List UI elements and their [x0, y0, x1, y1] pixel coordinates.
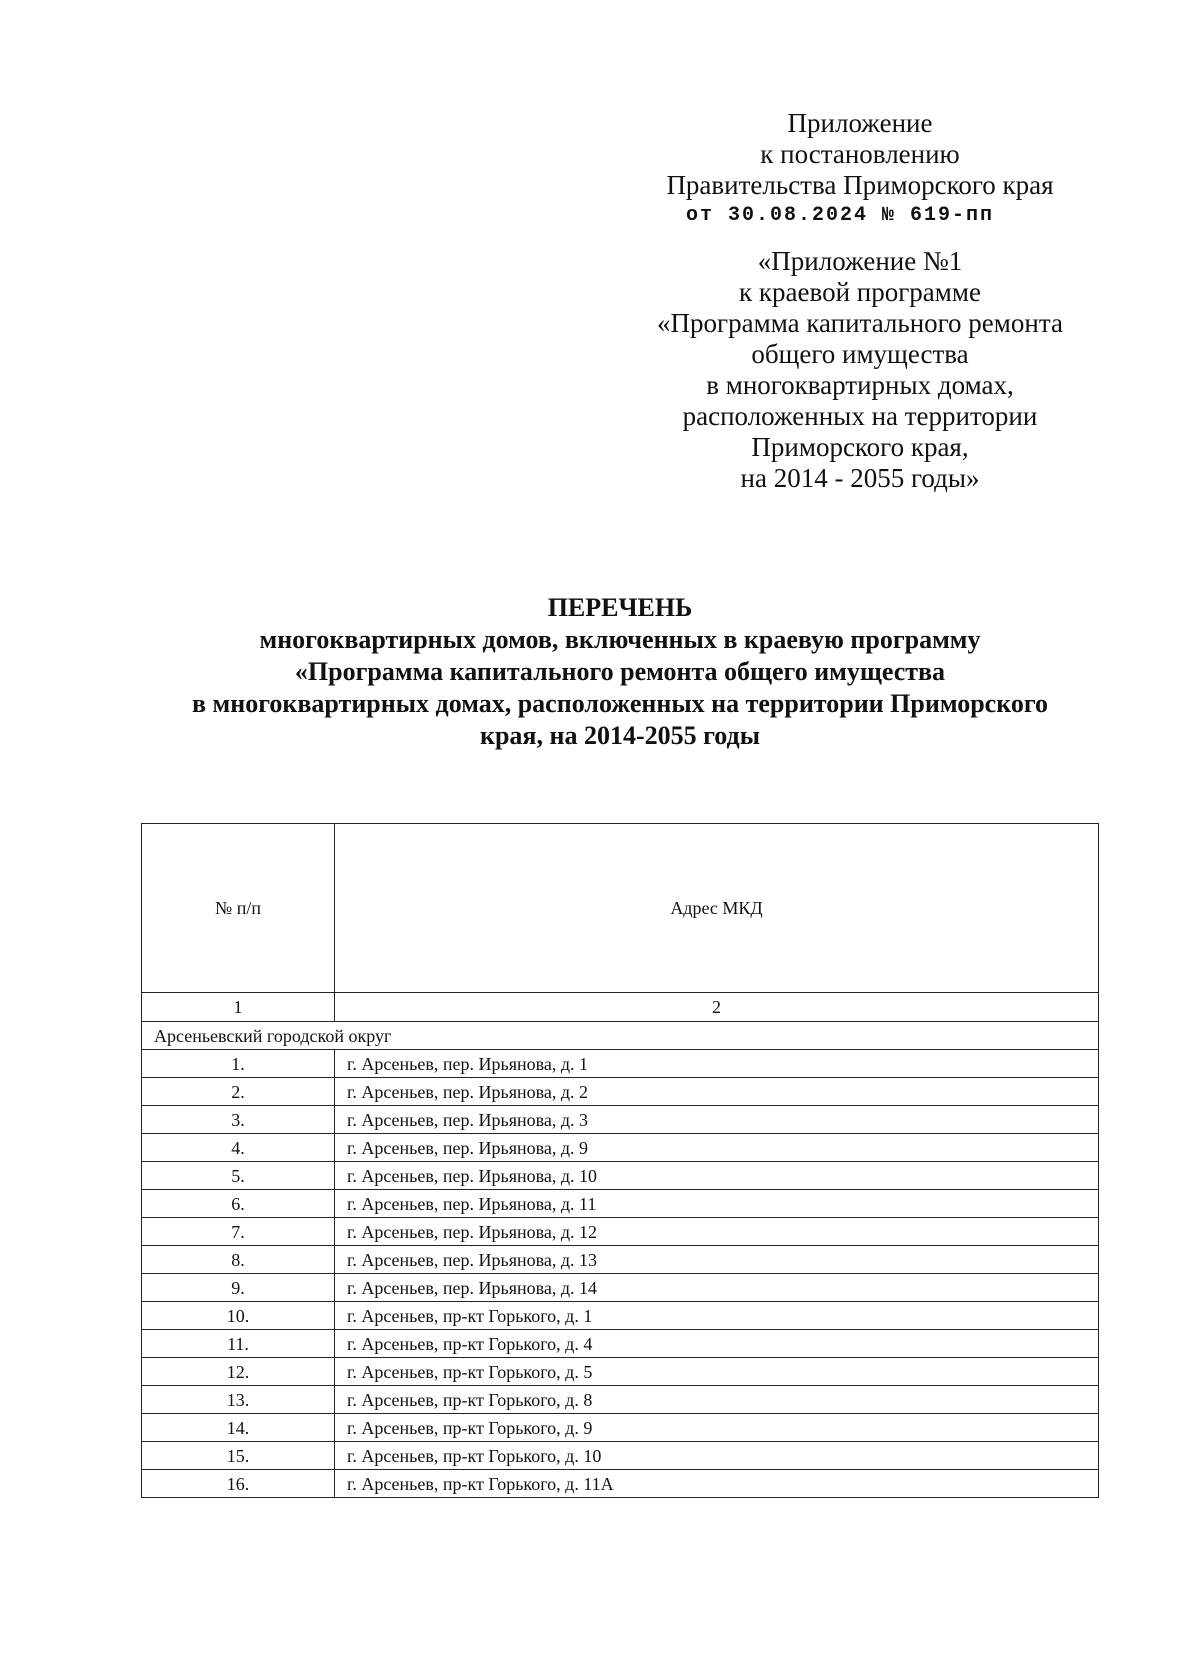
table-row — [142, 1358, 1099, 1386]
row-address: г. Арсеньев, пер. Ирьянова, д. 14 — [335, 1274, 1099, 1302]
program-line: в многоквартирных домах, — [706, 370, 1014, 400]
row-address: г. Арсеньев, пер. Ирьянова, д. 9 — [335, 1134, 1099, 1162]
table-row — [142, 1470, 1099, 1498]
houses-table — [141, 823, 1099, 1498]
row-number: 7. — [142, 1218, 335, 1246]
row-number: 12. — [142, 1358, 335, 1386]
table-row — [142, 1274, 1099, 1302]
column-number: 2 — [335, 993, 1099, 1022]
row-number: 3. — [142, 1106, 335, 1134]
table-row — [142, 1190, 1099, 1218]
program-line: общего имущества — [751, 339, 969, 369]
table-row — [142, 1106, 1099, 1134]
row-number: 10. — [142, 1302, 335, 1330]
row-number: 8. — [142, 1246, 335, 1274]
row-number: 9. — [142, 1274, 335, 1302]
row-address: г. Арсеньев, пер. Ирьянова, д. 3 — [335, 1106, 1099, 1134]
program-line: расположенных на территории — [682, 401, 1038, 431]
column-number: 1 — [142, 993, 335, 1022]
title-line: ПЕРЕЧЕНЬ — [547, 593, 693, 622]
appendix-resolution: к постановлению — [760, 139, 960, 169]
appendix-government: Правительства Приморского края — [666, 170, 1054, 200]
program-line: «Приложение №1 — [757, 246, 963, 276]
row-address: г. Арсеньев, пер. Ирьянова, д. 13 — [335, 1246, 1099, 1274]
program-line: к краевой программе — [739, 277, 981, 307]
row-address: г. Арсеньев, пр-кт Горького, д. 5 — [335, 1358, 1099, 1386]
program-reference — [560, 246, 1160, 494]
table-row — [142, 1162, 1099, 1190]
row-address: г. Арсеньев, пр-кт Горького, д. 9 — [335, 1414, 1099, 1442]
row-address: г. Арсеньев, пер. Ирьянова, д. 12 — [335, 1218, 1099, 1246]
row-address: г. Арсеньев, пер. Ирьянова, д. 2 — [335, 1078, 1099, 1106]
row-address: г. Арсеньев, пер. Ирьянова, д. 1 — [335, 1050, 1099, 1078]
row-address: г. Арсеньев, пр-кт Горького, д. 1 — [335, 1302, 1099, 1330]
table-row — [142, 1078, 1099, 1106]
table-row — [142, 1330, 1099, 1358]
group-label: Арсеньевский городской округ — [142, 1022, 1099, 1050]
title-line: многоквартирных домов, включенных в краевую программу — [259, 625, 981, 654]
row-number: 5. — [142, 1162, 335, 1190]
row-address: г. Арсеньев, пер. Ирьянова, д. 11 — [335, 1190, 1099, 1218]
title-line: в многоквартирных домах, расположенных на территории Приморского — [192, 689, 1048, 718]
header-number: № п/п — [142, 824, 335, 993]
appendix-header — [560, 108, 1160, 231]
table-row — [142, 1386, 1099, 1414]
appendix-label: Приложение — [787, 108, 933, 138]
table-row — [142, 1134, 1099, 1162]
program-line: Приморского края, — [751, 432, 969, 462]
header-address: Адрес МКД — [335, 824, 1099, 993]
program-line: на 2014 - 2055 годы» — [740, 463, 980, 493]
table-row — [142, 1442, 1099, 1470]
row-address: г. Арсеньев, пр-кт Горького, д. 10 — [335, 1442, 1099, 1470]
row-number: 11. — [142, 1330, 335, 1358]
title-line: «Программа капитального ремонта общего имущества — [294, 657, 946, 686]
table-row — [142, 1246, 1099, 1274]
row-number: 15. — [142, 1442, 335, 1470]
title-line: края, на 2014-2055 годы — [479, 721, 760, 750]
row-address: г. Арсеньев, пер. Ирьянова, д. 10 — [335, 1162, 1099, 1190]
row-number: 16. — [142, 1470, 335, 1498]
row-number: 14. — [142, 1414, 335, 1442]
table-header-row — [142, 824, 1099, 993]
table-row — [142, 1218, 1099, 1246]
row-number: 1. — [142, 1050, 335, 1078]
registration-number: от 30.08.2024 № 619-пп — [685, 204, 995, 227]
row-number: 4. — [142, 1134, 335, 1162]
document-title — [80, 592, 1160, 752]
table-row — [142, 1414, 1099, 1442]
program-line: «Программа капитального ремонта — [657, 308, 1063, 338]
column-number-row — [142, 993, 1099, 1022]
row-number: 2. — [142, 1078, 335, 1106]
row-address: г. Арсеньев, пр-кт Горького, д. 11А — [335, 1470, 1099, 1498]
row-address: г. Арсеньев, пр-кт Горького, д. 8 — [335, 1386, 1099, 1414]
table-row — [142, 1302, 1099, 1330]
group-row — [142, 1022, 1099, 1050]
table-row — [142, 1050, 1099, 1078]
row-address: г. Арсеньев, пр-кт Горького, д. 4 — [335, 1330, 1099, 1358]
row-number: 6. — [142, 1190, 335, 1218]
row-number: 13. — [142, 1386, 335, 1414]
